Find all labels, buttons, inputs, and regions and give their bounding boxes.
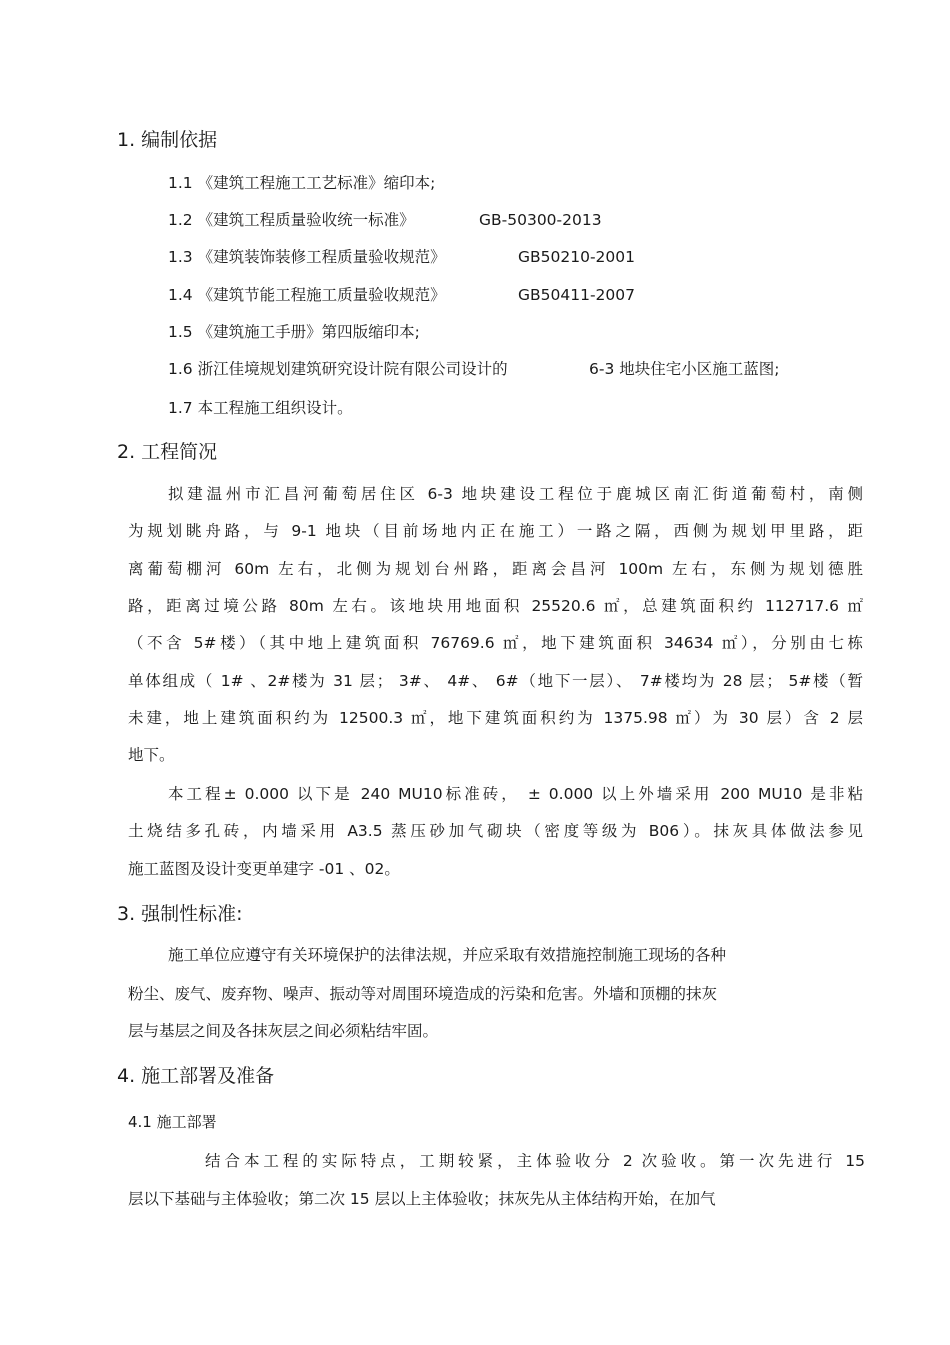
reference-code: GB50411-2007: [518, 286, 635, 304]
paragraph-line: 拟建温州市汇昌河葡萄居住区 6-3 地块建设工程位于鹿城区南汇街道葡萄村，南侧: [168, 485, 863, 503]
section-heading-1: 1. 编制依据: [117, 129, 218, 151]
reference-item-1-7: [168, 398, 353, 418]
subsection-heading-4-1: 4.1 施工部署: [128, 1113, 217, 1131]
paragraph-line: 结合本工程的实际特点，工期较紧，主体验收分 2 次验收。第一次先进行 15: [205, 1152, 865, 1170]
paragraph-line: 本工程± 0.000 以下是 240 MU10标准砖， ± 0.000 以上外墙采用 200 MU10 是非粘: [168, 785, 863, 803]
reference-title: 1.4 《建筑节能工程施工质量验收规范》: [168, 286, 446, 304]
paragraph-line: （不含 5#楼）（其中地上建筑面积 76769.6 ㎡，地下建筑面积 34634 ㎡），分别由七栋: [128, 634, 863, 652]
paragraph-line: 施工蓝图及设计变更单建字 -01 、02。: [128, 860, 400, 878]
reference-title: 1.7 本工程施工组织设计。: [168, 399, 353, 417]
paragraph-line: 粉尘、废气、废弃物、噪声、振动等对周围环境造成的污染和危害。外墙和顶棚的抹灰: [128, 985, 718, 1003]
paragraph-line: 为规划眺舟路，与 9-1 地块（目前场地内正在施工）一路之隔，西侧为规划甲里路，距: [128, 522, 863, 540]
paragraph-line: 层以下基础与主体验收；第二次 15 层以上主体验收；抹灰先从主体结构开始，在加气: [128, 1190, 716, 1208]
section-heading-3: 3. 强制性标准:: [117, 903, 243, 925]
reference-code: GB50210-2001: [518, 248, 635, 266]
paragraph-line: 路，距离过境公路 80m 左右。该地块用地面积 25520.6 ㎡，总建筑面积约 112717.6 ㎡: [128, 597, 863, 615]
reference-item-1-6: [168, 359, 780, 379]
paragraph-line: 地下。: [128, 746, 175, 764]
paragraph-line: 未建，地上建筑面积约为 12500.3 ㎡，地下建筑面积约为 1375.98 ㎡）为 30 层）含 2 层: [128, 709, 863, 727]
reference-code: 6-3 地块住宅小区施工蓝图;: [589, 360, 780, 378]
reference-title: 1.6 浙江佳境规划建筑研究设计院有限公司设计的: [168, 360, 508, 378]
reference-code: GB-50300-2013: [479, 211, 602, 229]
paragraph-line: 离葡萄棚河 60m 左右，北侧为规划台州路，距离会昌河 100m 左右，东侧为规划德胜: [128, 560, 863, 578]
reference-title: 1.5 《建筑施工手册》第四版缩印本;: [168, 323, 420, 341]
reference-item-1-3: [168, 247, 635, 267]
section-heading-4: 4. 施工部署及准备: [117, 1065, 275, 1087]
paragraph-line: 施工单位应遵守有关环境保护的法律法规，并应采取有效措施控制施工现场的各种: [168, 946, 727, 964]
reference-title: 1.2 《建筑工程质量验收统一标准》: [168, 211, 415, 229]
paragraph-line: 层与基层之间及各抹灰层之间必须粘结牢固。: [128, 1022, 439, 1040]
paragraph-line: 单体组成（ 1# 、2#楼为 31 层； 3#、 4#、 6#（地下一层）、 7#楼均为 28 层； 5#楼（暂: [128, 672, 863, 690]
reference-item-1-4: [168, 285, 635, 305]
reference-item-1-2: [168, 210, 602, 230]
paragraph-line: 土烧结多孔砖，内墙采用 A3.5 蒸压砂加气砌块（密度等级为 B06）。抹灰具体做法参见: [128, 822, 863, 840]
reference-item-1-5: [168, 322, 420, 342]
reference-title: 1.3 《建筑装饰装修工程质量验收规范》: [168, 248, 446, 266]
section-heading-2: 2. 工程简况: [117, 441, 218, 463]
reference-title: 1.1 《建筑工程施工工艺标准》缩印本;: [168, 174, 436, 192]
reference-item-1-1: [168, 173, 435, 193]
